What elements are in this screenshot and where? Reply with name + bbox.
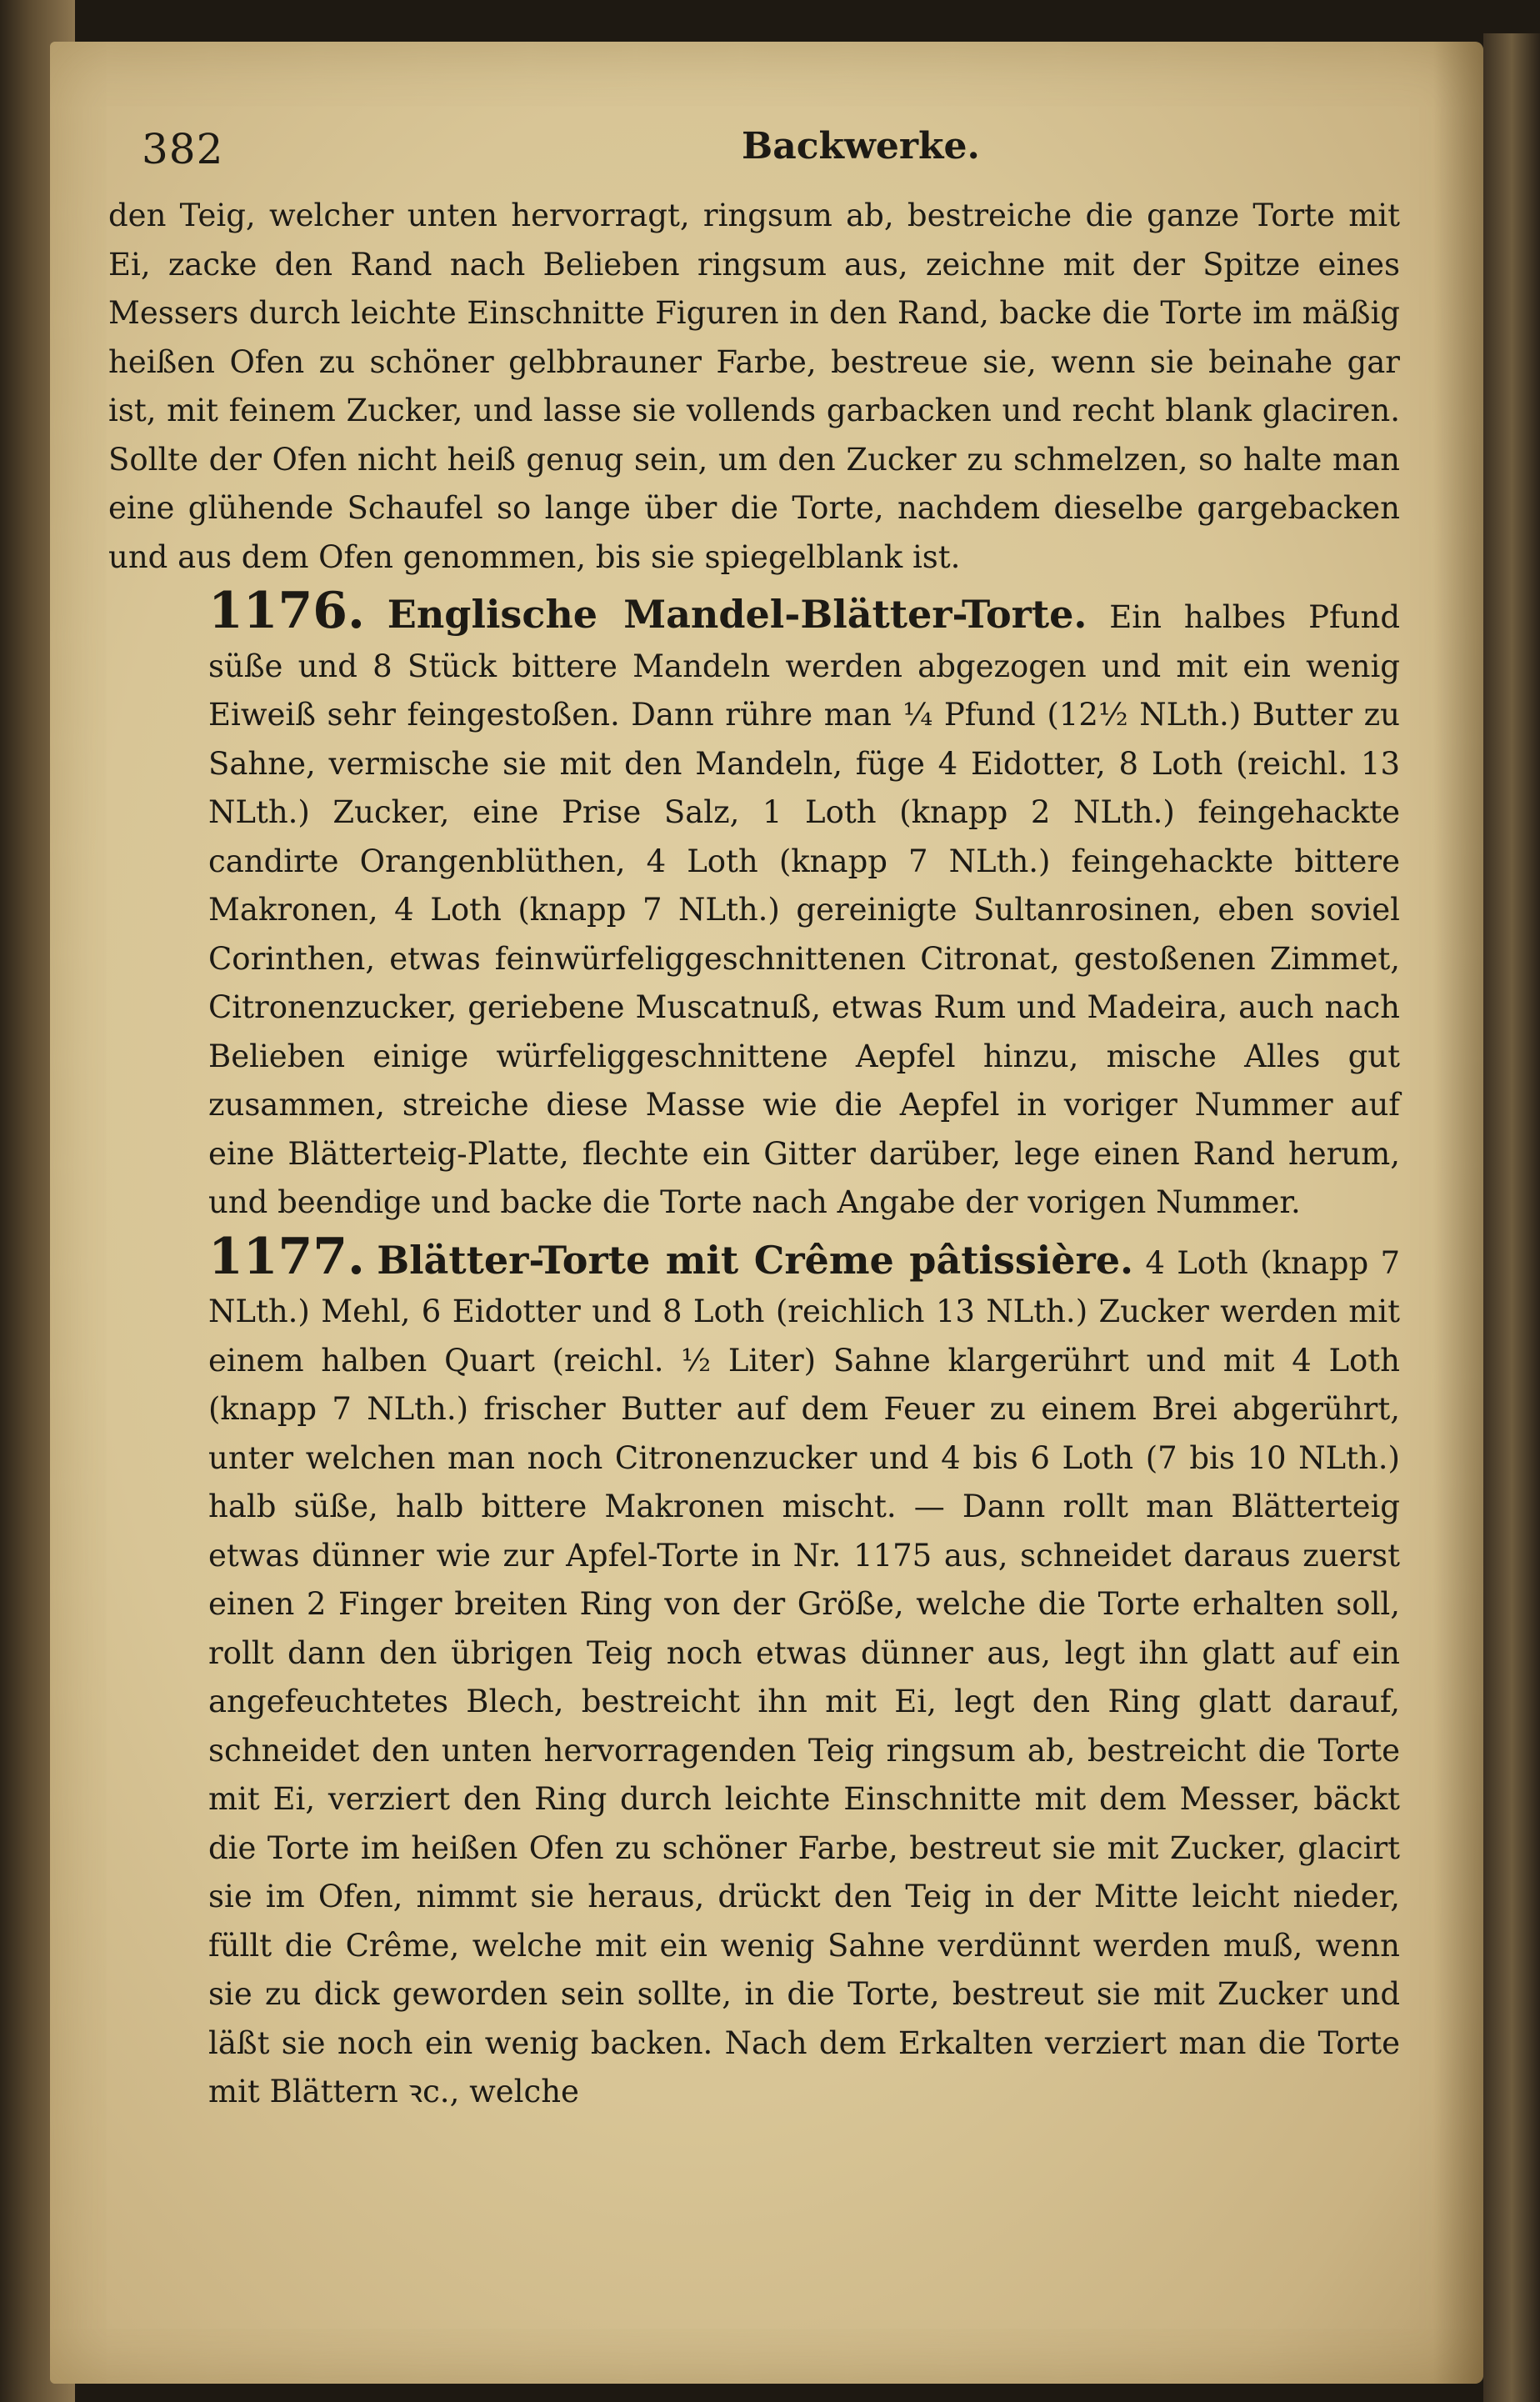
recipe-number: 1176. [208, 582, 365, 640]
page-header [108, 125, 1400, 192]
recipe-1176 [108, 582, 1400, 1228]
recipe-title: Englische Mandel-Blätter-Torte. [387, 592, 1088, 637]
recipe-number: 1177. [208, 1227, 365, 1286]
recipe-body: 4 Loth (knapp 7 NLth.) Mehl, 6 Eidotter und 8 Loth (reichlich 13 NLth.) Zucker werden mit einem halben Quart (reichl. ½ Liter) Sahne klargerührt und mit 4 Loth (knapp 7 NLth.) frischer Butter auf dem Feuer zu einem Brei abgerührt, unter welchen man noch Citronenzucker und 4 bis 6 Loth (7 bis 10 NLth.) halb süße, halb bittere Makronen mischt. — Dann rollt man Blätterteig etwas dünner wie zur Apfel-Torte in Nr. 1175 aus, schneidet daraus zuerst einen 2 Finger breiten Ring von der Größe, welche die Torte erhalten soll, rollt dann den übrigen Teig noch etwas dünner aus, legt ihn glatt auf ein angefeuchtetes Blech, bestreicht ihn mit Ei, legt den Ring glatt darauf, schneidet den unten hervorragenden Teig ringsum ab, bestreicht die Torte mit Ei, verziert den Ring durch leichte Einschnitte mit dem Messer, bäckt die Torte im heißen Ofen zu schöner Farbe, bestreut sie mit Zucker, glacirt sie im Ofen, nimmt sie heraus, drückt den Teig in der Mitte leicht nieder, füllt die Crême, welche mit ein wenig Sahne verdünnt werden muß, wenn sie zu dick geworden sein sollte, in die Torte, bestreut sie mit Zucker und läßt sie noch ein wenig backen. Nach dem Erkalten verziert man die Torte mit Blättern ꝛc., welche [208, 1244, 1400, 2109]
page-text [108, 125, 1400, 2117]
page-number: 382 [142, 125, 224, 173]
running-head: Backwerke. [742, 125, 980, 168]
recipe-body: Ein halbes Pfund süße und 8 Stück bittere Mandeln werden abgezogen und mit ein wenig Eiweiß sehr feingestoßen. Dann rühre man ¼ Pfund (12½ NLth.) Butter zu Sahne, vermische sie mit den Mandeln, füge 4 Eidotter, 8 Loth (reichl. 13 NLth.) Zucker, eine Prise Salz, 1 Loth (knapp 2 NLth.) feingehackte candirte Orangenblüthen, 4 Loth (knapp 7 NLth.) feingehackte bittere Makronen, 4 Loth (knapp 7 NLth.) gereinigte Sultanrosinen, eben soviel Corinthen, etwas feinwürfeliggeschnittenen Citronat, gestoßenen Zimmet, Citronenzucker, geriebene Muscatnuß, etwas Rum und Madeira, auch nach Belieben einige würfeliggeschnittene Aepfel hinzu, mische Alles gut zusammen, streiche diese Masse wie die Aepfel in voriger Nummer auf eine Blätterteig-Platte, flechte ein Gitter darüber, lege einen Rand herum, und beendige und backe die Torte nach Angabe der vorigen Nummer. [208, 599, 1400, 1220]
page-edge [1483, 33, 1540, 2402]
page-gutter-shadow [1433, 42, 1483, 2384]
continuation-paragraph: den Teig, welcher unten hervorragt, ringsum ab, bestreiche die ganze Torte mit Ei, zacke den Rand nach Belieben ringsum aus, zeichne mit der Spitze eines Messers durch leichte Einschnitte Figuren in den Rand, backe die Torte im mäßig heißen Ofen zu schöner gelbbrauner Farbe, bestreue sie, wenn sie beinahe gar ist, mit feinem Zucker, und lasse sie vollends garbacken und recht blank glaciren. Sollte der Ofen nicht heiß genug sein, um den Zucker zu schmelzen, so halte man eine glühende Schaufel so lange über die Torte, nachdem dieselbe gargebacken und aus dem Ofen genommen, bis sie spiegelblank ist. [108, 198, 1400, 575]
recipe-title: Blätter-Torte mit Crême pâtissière. [377, 1237, 1134, 1283]
recipe-1177 [108, 1227, 1400, 2117]
